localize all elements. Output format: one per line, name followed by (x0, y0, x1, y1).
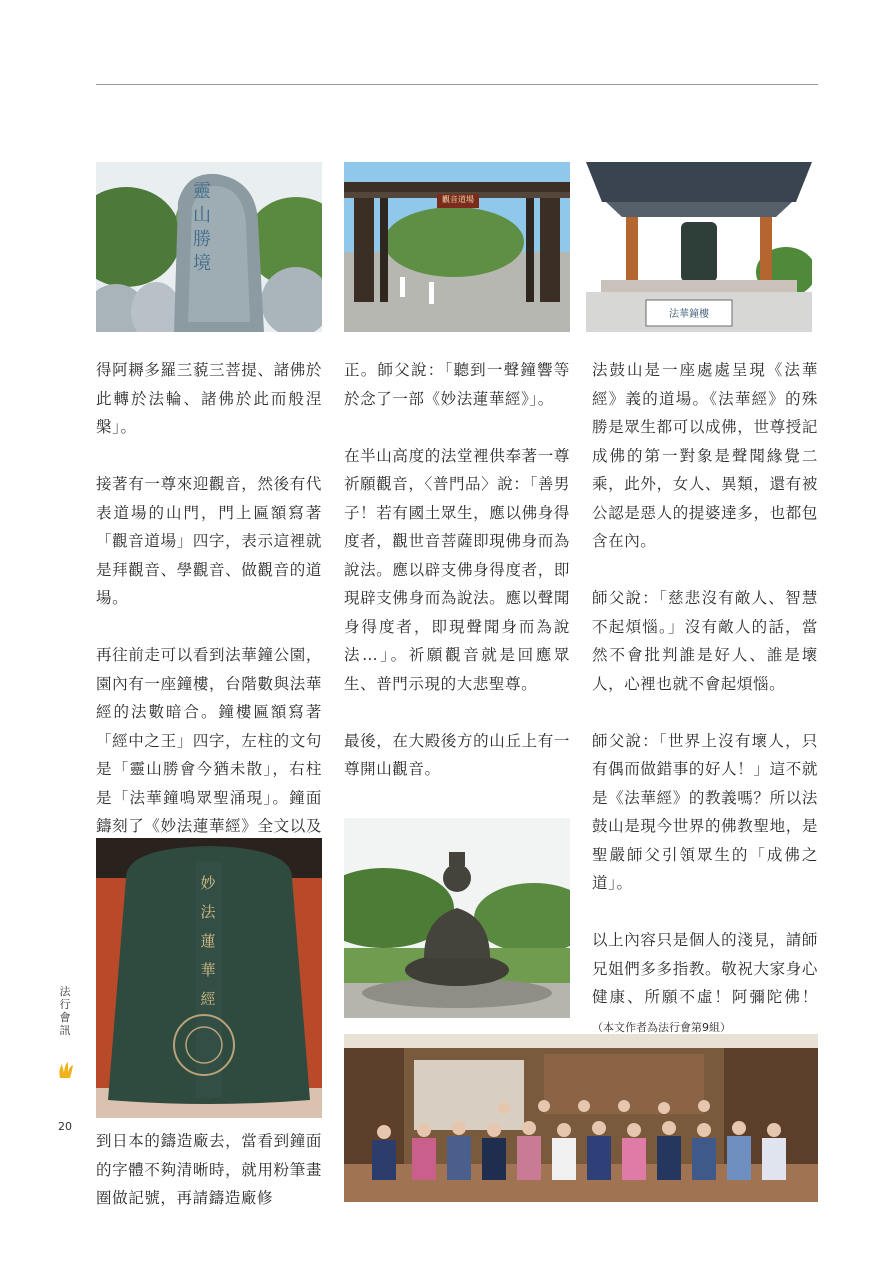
bell-char: 法 (200, 903, 216, 921)
column-1-continued (96, 1127, 322, 1213)
group-photo (344, 1034, 818, 1202)
paragraph: 師父說：「世界上沒有壞人，只有偶而做錯事的好人！」這不就是《法華經》的教義嗎？所以法鼓山是現今世界的佛教聖地，是聖嚴師父引領眾生的「成佛之道」。 (592, 731, 818, 892)
header-rule (96, 84, 818, 85)
bell-char: 蓮 (200, 932, 216, 950)
stone-char: 靈山勝境 (193, 181, 211, 274)
paragraph: 最後，在大殿後方的山丘上有一尊開山觀音。 (344, 731, 570, 778)
page-number: 20 (58, 1120, 72, 1133)
lotus-hand-icon (56, 1060, 76, 1080)
author-note: （本文作者為法行會第9組） (592, 1020, 731, 1034)
paragraph: 到日本的鑄造廠去，當看到鐘面的字體不夠清晰時，就用粉筆畫圈做記號，再請鑄造廠修 (96, 1132, 322, 1207)
guanyin-statue-photo (344, 818, 570, 1018)
column-3 (592, 356, 818, 1042)
magazine-side-title: 法行會訊 (59, 985, 71, 1037)
bell-tower-plaque: 法華鐘樓 (669, 309, 709, 320)
column-2 (344, 356, 570, 784)
paragraph: 得阿耨多羅三藐三菩提、諸佛於此轉於法輪、諸佛於此而般涅槃」。 (96, 361, 322, 436)
closing-text: 以上內容只是個人的淺見，請師兄姐們多多指教。敬祝大家身心健康、所願不虛！阿彌陀佛！ (592, 931, 818, 1006)
gate-plaque: 觀音道場 (442, 195, 474, 204)
paragraph: 師父說：「慈悲沒有敵人、智慧不起煩惱。」沒有敵人的話，當然不會批判誰是好人、誰是壞人，心裡也就不會起煩惱。 (592, 589, 818, 693)
temple-gate-photo (344, 162, 570, 332)
paragraph: 正。師父說：「聽到一聲鐘響等於念了一部《妙法蓮華經》」。 (344, 361, 570, 408)
paragraph-closing (592, 926, 818, 1042)
paragraph: 法鼓山是一座處處呈現《法華經》義的道場。《法華經》的殊勝是眾生都可以成佛，世尊授記成佛的第一對象是聲聞緣覺二乘，此外，女人、異類，還有被公認是惡人的提婆達多，也都包含在內。 (592, 361, 818, 550)
bell-char: 妙 (200, 874, 216, 892)
paragraph: 再往前走可以看到法華鐘公園，園內有一座鐘樓，台階數與法華經的法數暗合。鐘樓匾額寫著「經中之王」四字，左柱的文句是「靈山勝會今猶未散」，右柱是「法華鐘鳴眾聖涌現」。鐘面鑄刻了《妙法蓮華經》全文以及 (96, 646, 322, 835)
bell-char: 華 (200, 961, 216, 979)
bell-char: 經 (200, 990, 216, 1008)
paragraph: 在半山高度的法堂裡供奉著一尊祈願觀音，〈普門品〉說：「善男子！若有國土眾生，應以佛身得度者，觀世音菩薩即現佛身而為說法。應以辟支佛身得度者，即現辟支佛身而為說法。應以聲聞身得度者，即現聲聞身而為說法…」。祈願觀音就是回應眾生、普門示現的大悲聖尊。 (344, 446, 571, 693)
column-1 (96, 356, 322, 869)
paragraph: 接著有一尊來迎觀音，然後有代表道場的山門，門上匾額寫著「觀音道場」四字，表示這裡就是拜觀音、學觀音、做觀音的道場。 (96, 475, 322, 607)
